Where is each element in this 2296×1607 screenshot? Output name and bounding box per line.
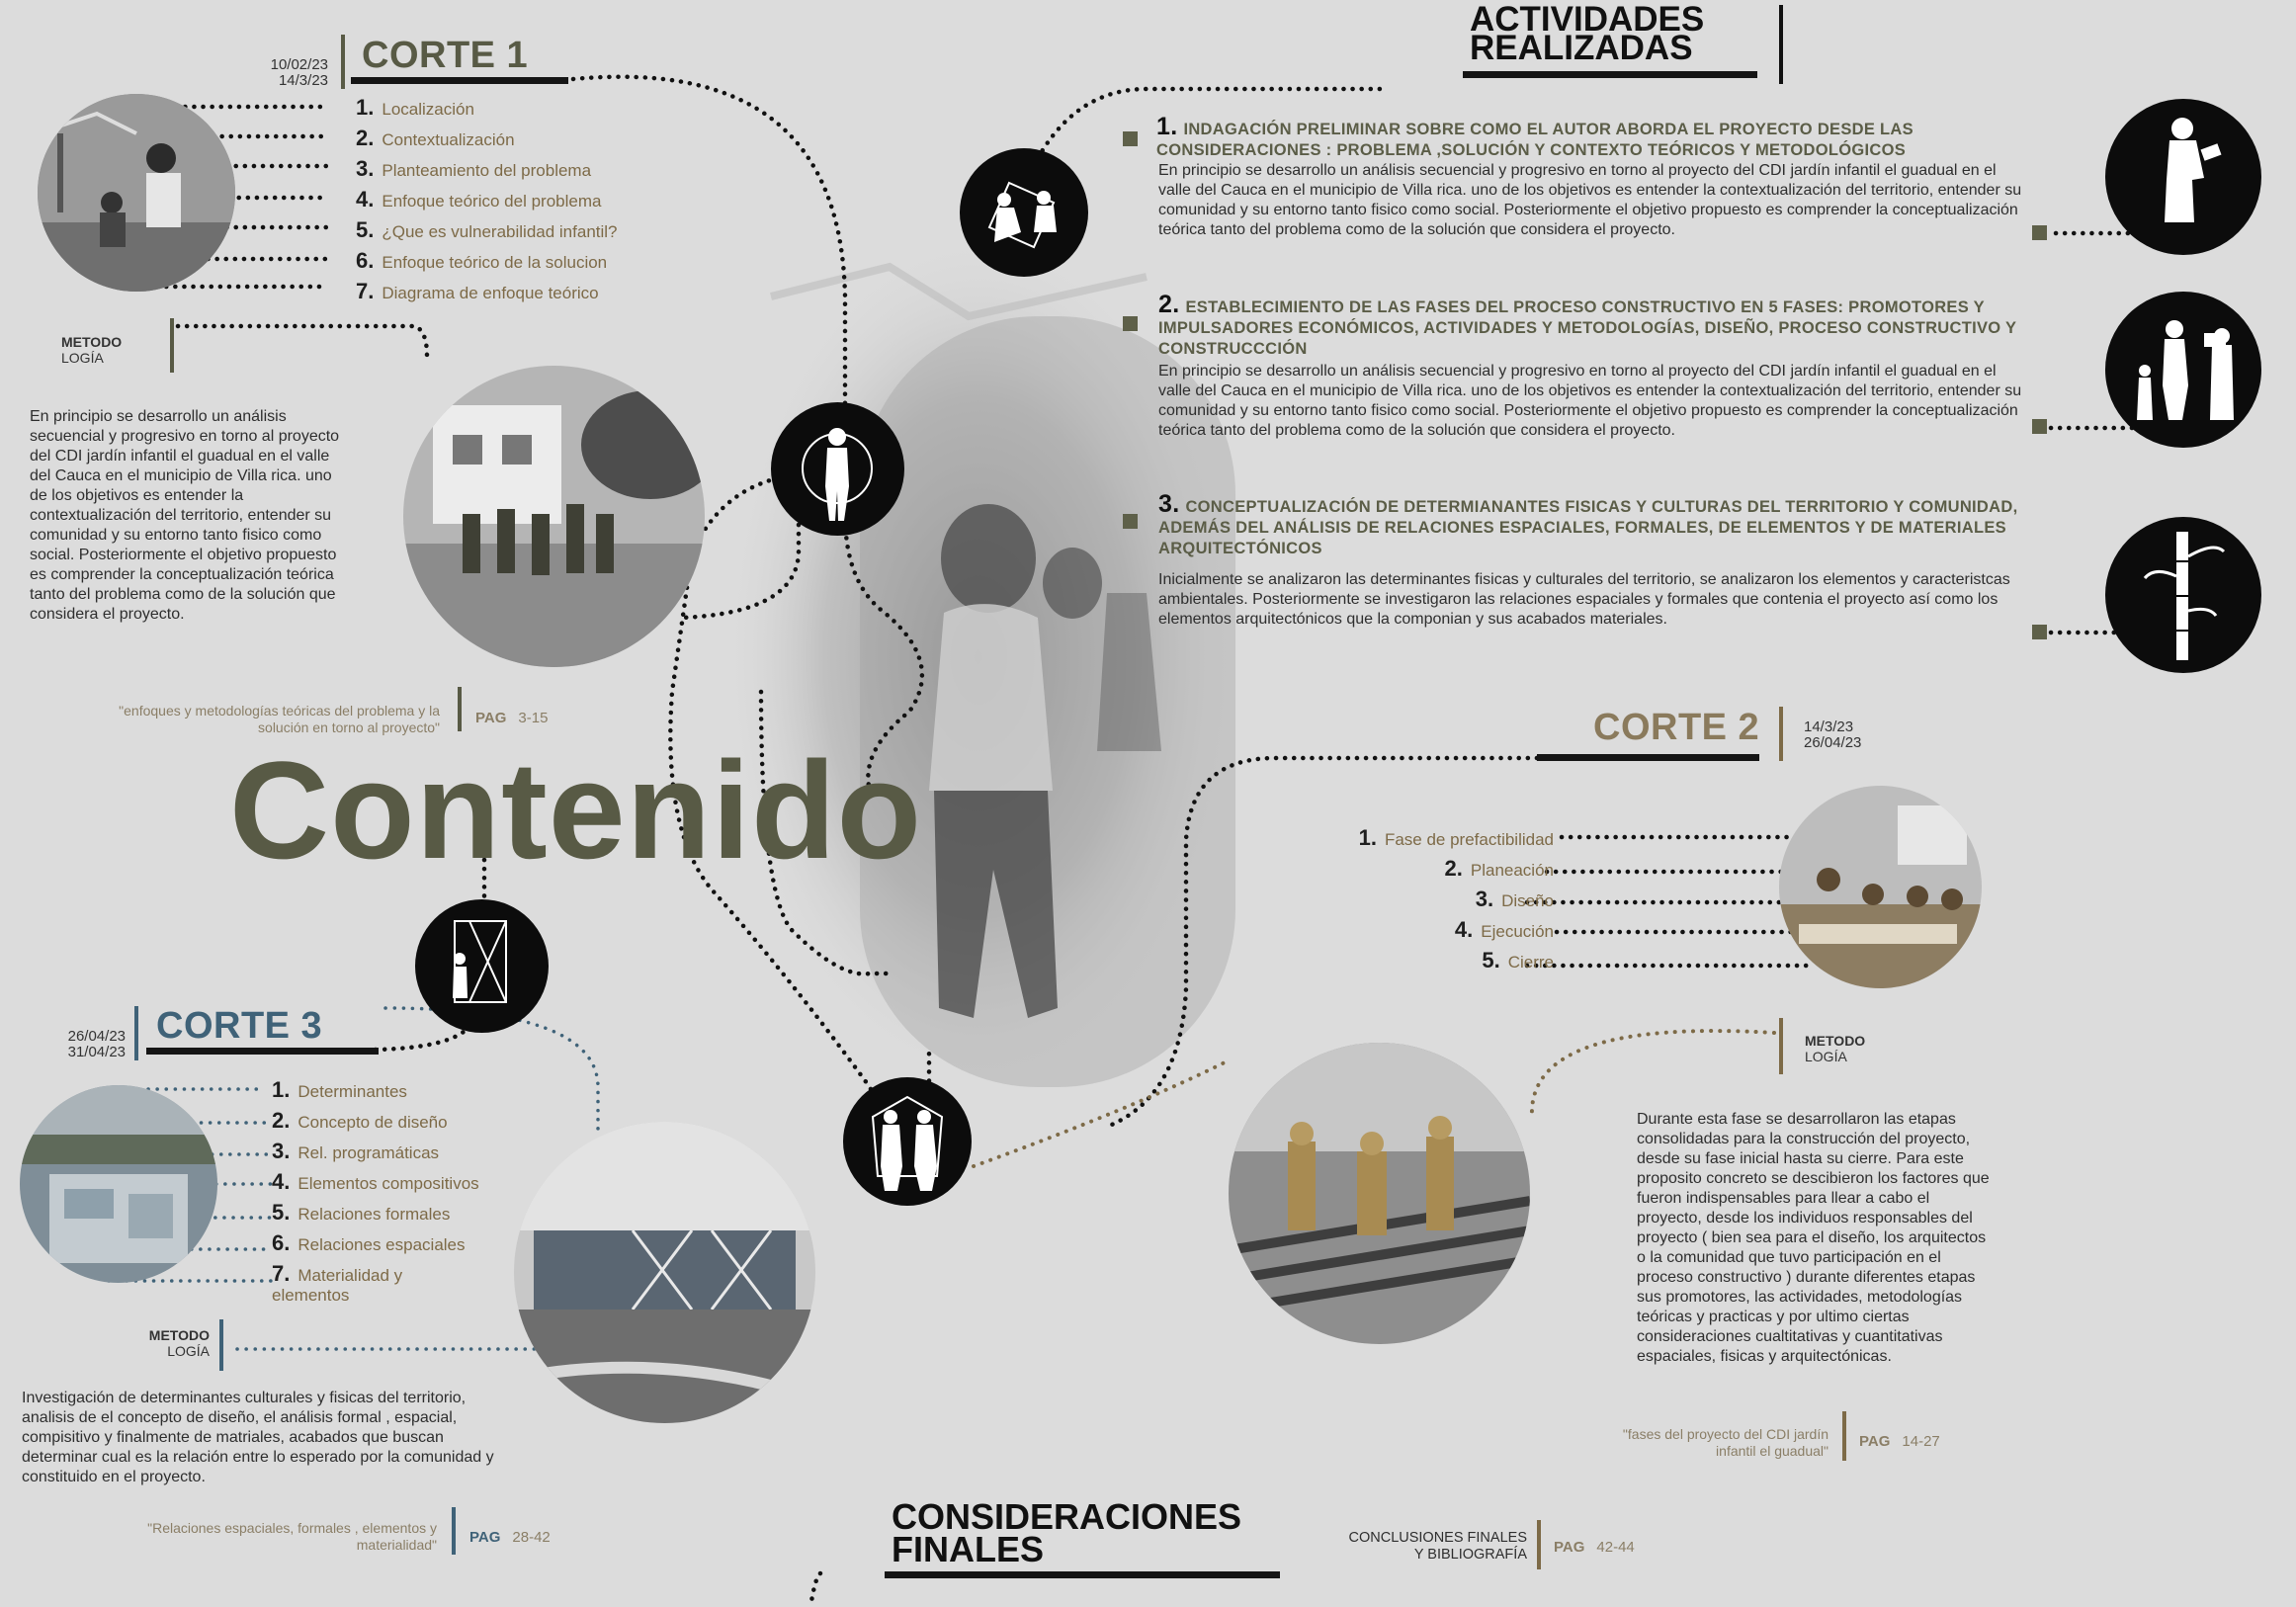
list-item[interactable]: 6. Enfoque teórico de la solucion <box>356 248 608 273</box>
list-item[interactable]: 5. Cierre <box>1482 948 1554 973</box>
corte1-photo-children <box>38 94 235 292</box>
person-in-circle-icon <box>771 402 904 536</box>
bamboo-icon <box>2105 517 2261 673</box>
list-item[interactable]: 2. Contextualización <box>356 126 515 150</box>
corte2-metodo-divider <box>1779 1018 1783 1074</box>
page-title: Contenido <box>229 732 923 888</box>
activity-2-bullet <box>1123 316 1138 331</box>
corte3-underline <box>146 1048 379 1055</box>
list-item[interactable]: 3. Diseño <box>1475 887 1554 911</box>
design-concept-icon <box>415 899 549 1033</box>
corte1-date-start: 10/02/23 <box>270 56 328 73</box>
corte3-date-end: 31/04/23 <box>67 1044 126 1060</box>
corte1-divider <box>341 35 345 89</box>
activity-2-body: En principio se desarrollo un análisis secuencial y progresivo en torno al proyecto del CDI jardín infantil el guadual en el valle del Cauca en el municipio de Villa rica. uno de los objetivos es entender la contextualización del territorio, entender su comunidad y su entorno tanto fisico como social. Posteriormente el objetivo propuesto es comprender la conceptualización teórica tanto del problema como de la solución que considera el proyecto. <box>1158 363 2022 439</box>
list-item[interactable]: 7. Diagrama de enfoque teórico <box>356 279 599 303</box>
list-item[interactable]: 1. Determinantes <box>272 1077 407 1102</box>
activity-1-end-bullet <box>2032 225 2047 240</box>
activity-2-end-bullet <box>2032 419 2047 434</box>
consideraciones-underline <box>885 1571 1280 1578</box>
family-icon <box>2105 292 2261 448</box>
corte3-photo-aerial <box>20 1085 217 1283</box>
list-item[interactable]: 6. Relaciones espaciales <box>272 1230 466 1255</box>
consideraciones-subtitle: CONCLUSIONES FINALES Y BIBLIOGRAFÍA <box>1348 1530 1527 1563</box>
corte3-quote: "Relaciones espaciales, formales , elementos y materialidad" <box>147 1520 437 1553</box>
corte2-paragraph: Durante esta fase se desarrollaron las etapas consolidadas para la construcción del proyecto, desde su fase inicial hasta su cierre. Para este proposito concreto se descibieron los factores que fueron indispensables para llear a cabo el proyecto, desde los individuos responsables del proyecto ( bien sea para el diseño, los arquitectos o la comunidad que tuvo participación en el proceso constructivo ) durante diferentes etapas sus promotores, las actividades, metodologías teóricas y practicas y por ultimo ciertas consideraciones cualtitativas y cuantitativas espaciales, fisicas y arquitectónicas. <box>1637 1111 1990 1365</box>
photo-soldiers-graphic <box>403 366 705 667</box>
corte1-page-ref: PAG 3-15 <box>475 710 549 726</box>
actividades-title: ACTIVIDADES REALIZADAS <box>1470 0 1705 67</box>
corte3-list <box>272 1074 479 1304</box>
actividades-divider <box>1779 5 1783 84</box>
corte3-pag-divider <box>452 1507 456 1555</box>
corte2-quote: "fases del proyecto del CDI jardín infantil el guadual" <box>1622 1426 1828 1459</box>
photo-aerial-graphic <box>20 1085 217 1283</box>
consideraciones-title: CONSIDERACIONES FINALES <box>892 1496 1242 1569</box>
list-item[interactable]: 4. Enfoque teórico del problema <box>356 187 602 211</box>
list-item[interactable]: 2. Concepto de diseño <box>272 1108 448 1133</box>
activity-1-heading: 1. INDAGACIÓN PRELIMINAR SOBRE COMO EL AUTOR ABORDA EL PROYECTO DESDE LAS CONSIDERACIONES : PROBLEMA ,SOLUCIÓN Y CONTEXTO TEÓRICOS Y METODOLÓGICOS <box>1156 113 1913 159</box>
list-item[interactable]: 1. Localización <box>356 95 474 120</box>
corte1-metodologia-label: METODO LOGÍA <box>61 334 123 366</box>
corte2-photo-construction <box>1229 1043 1530 1344</box>
corte1-date-end: 14/3/23 <box>278 72 328 89</box>
corte3-page-ref: PAG 28-42 <box>469 1529 551 1546</box>
corte2-date-end: 26/04/23 <box>1804 734 1862 751</box>
corte1-underline <box>351 77 568 84</box>
corte1-list <box>356 92 618 306</box>
corte3-metodo-divider <box>219 1319 223 1371</box>
corte3-paragraph: Investigación de determinantes culturales y fisicas del territorio, analisis de el concepto de diseño, el análisis formal , espacial, compisitivo y finalmente de matriales, acabados que buscan determinar cual es la relación entre lo esperado por la comunidad y constituido en el proyecto. <box>22 1390 494 1485</box>
list-item[interactable]: 3. Planteamiento del problema <box>356 156 592 181</box>
workers-icon <box>843 1077 972 1206</box>
activity-1-body: En principio se desarrollo un análisis secuencial y progresivo en torno al proyecto del CDI jardín infantil el guadual en el valle del Cauca en el municipio de Villa rica. uno de los objetivos es entender la contextualización del territorio, entender su comunidad y su entorno tanto fisico como social. Posteriormente el objetivo propuesto es comprender la conceptualización teórica tanto del problema como de la solución que considera el proyecto. <box>1158 162 2022 238</box>
corte3-photo-building <box>514 1122 815 1423</box>
activity-2-heading: 2. ESTABLECIMIENTO DE LAS FASES DEL PROCESO CONSTRUCTIVO EN 5 FASES: PROMOTORES Y IMPULSADORES ECONÓMICOS, ACTIVIDADES Y METODOLOGÍAS, DISEÑO, PROCESO CONSTRUCTIVO Y CONSTRUCCCIÓN <box>1158 291 2017 358</box>
corte1-photo-soldiers <box>403 366 705 667</box>
activity-3-body: Inicialmente se analizaron las determinantes fisicas y culturales del territorio, se analizaron los elementos y caracteristcas ambientales. Posteriormente se investigaron las relaciones espaciales y formales que contenia el proyecto así como los elementos arquitectónicos que la componian y sus acabados materiales. <box>1158 571 2010 628</box>
photo-construction-graphic <box>1229 1043 1530 1344</box>
activity-1-bullet <box>1123 131 1138 146</box>
corte3-metodologia-label: METODO LOGÍA <box>148 1327 210 1359</box>
list-item[interactable]: 4. Elementos compositivos <box>272 1169 479 1194</box>
activity-3-end-bullet <box>2032 625 2047 639</box>
corte2-underline <box>1537 754 1759 761</box>
corte2-pag-divider <box>1842 1411 1846 1461</box>
corte1-quote: "enfoques y metodologías teóricas del problema y la solución en torno al proyecto" <box>119 703 440 735</box>
corte2-date-start: 14/3/23 <box>1804 719 1854 735</box>
corte2-metodologia-label: METODO LOGÍA <box>1805 1033 1866 1064</box>
activity-3-bullet <box>1123 514 1138 529</box>
list-item[interactable]: 1. Fase de prefactibilidad <box>1358 825 1554 850</box>
corte1-pag-divider <box>458 687 462 731</box>
photo-children-graphic <box>38 94 235 292</box>
activity-3-heading: 3. CONCEPTUALIZACIÓN DE DETERMIANANTES FISICAS Y CULTURAS DEL TERRITORIO Y COMUNIDAD, ADEMÁS DEL ANÁLISIS DE RELACIONES ESPACIALES, FORMALES, DE ELEMENTOS Y DE MATERIALES ARQUITECTÓNICOS <box>1158 490 2018 557</box>
corte1-title: CORTE 1 <box>362 35 529 76</box>
corte3-date-start: 26/04/23 <box>67 1028 126 1045</box>
consideraciones-divider <box>1537 1520 1541 1569</box>
meeting-icon <box>960 148 1088 277</box>
corte1-metodo-divider <box>170 318 174 373</box>
list-item[interactable]: 2. Planeación <box>1444 856 1554 881</box>
list-item[interactable]: 4. Ejecución <box>1454 917 1554 942</box>
corte3-title: CORTE 3 <box>156 1005 323 1047</box>
corte1-paragraph: En principio se desarrollo un análisis secuencial y progresivo en torno al proyecto del CDI jardín infantil el guadual en el valle del Cauca en el municipio de Villa rica. uno de los objetivos es entender la contextualización del territorio, entender su comunidad y su entorno tanto fisico como social. Posteriormente el objetivo propuesto es comprender la conceptualización teórica tanto del problema como de la solución que considera el proyecto. <box>30 408 340 623</box>
photo-meeting-graphic <box>1779 786 1982 988</box>
corte2-page-ref: PAG 14-27 <box>1859 1433 1940 1450</box>
reading-person-icon <box>2105 99 2261 255</box>
list-item[interactable]: 3. Rel. programáticas <box>272 1139 440 1163</box>
list-item[interactable]: 5. Relaciones formales <box>272 1200 451 1225</box>
actividades-underline <box>1463 71 1757 78</box>
corte2-photo-meeting <box>1779 786 1982 988</box>
list-item[interactable]: 5. ¿Que es vulnerabilidad infantil? <box>356 217 618 242</box>
photo-building-graphic <box>514 1122 815 1423</box>
corte2-divider <box>1779 707 1783 761</box>
corte2-title: CORTE 2 <box>1593 707 1760 748</box>
corte2-list <box>1334 822 1554 975</box>
consideraciones-page-ref: PAG 42-44 <box>1554 1539 1635 1556</box>
list-item[interactable]: 7. Materialidad y elementos <box>272 1261 403 1305</box>
corte3-divider <box>134 1006 138 1060</box>
